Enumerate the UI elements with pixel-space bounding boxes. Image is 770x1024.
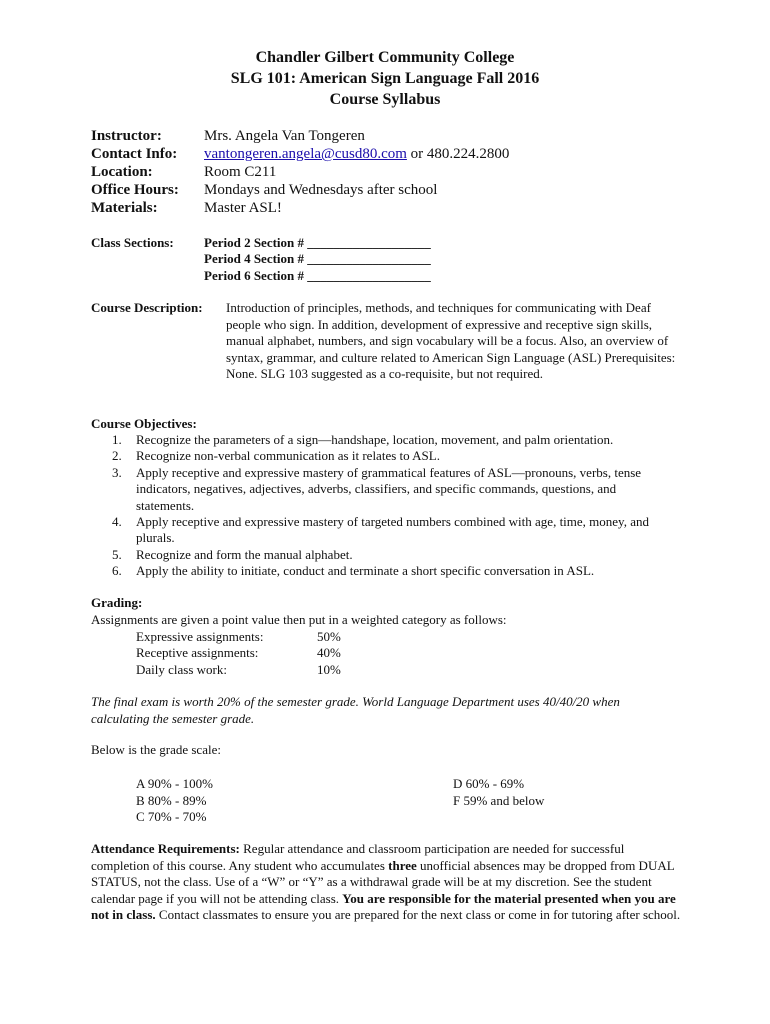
objective-item — [91, 465, 671, 514]
weight-name: Receptive assignments: — [136, 645, 259, 660]
weight-name: Daily class work: — [136, 662, 227, 677]
objective-item — [91, 547, 671, 563]
attendance-text: Contact classmates to ensure you are prepared for the next class or come in for tutoring after school. — [155, 907, 681, 922]
grading-heading: Grading: — [91, 595, 143, 610]
office-hours-value: Mondays and Wednesdays after school — [204, 182, 438, 198]
objective-number: 3. — [112, 464, 122, 480]
attendance-label: Attendance Requirements: — [91, 841, 240, 856]
college-name: Chandler Gilbert Community College — [255, 49, 515, 66]
weight-name: Expressive assignments: — [136, 629, 264, 644]
period-2-section: Period 2 Section # ___________________ — [204, 235, 431, 250]
objective-item — [91, 514, 671, 547]
office-hours-label: Office Hours: — [91, 182, 179, 198]
objective-number: 4. — [112, 514, 122, 530]
attendance-text: Regular attendance and classroom participation are needed for successful completion of this course. Any student who accumulates — [91, 841, 625, 873]
attendance-requirements — [91, 841, 686, 924]
contact-info — [204, 145, 509, 163]
period-4-section: Period 4 Section # ___________________ — [204, 251, 431, 266]
grade-scale-intro: Below is the grade scale: — [91, 742, 221, 757]
grade-scale-f: F 59% and below — [453, 793, 545, 808]
course-description-text: Introduction of principles, methods, and techniques for communicating with Deaf people who sign. In addition, development of expressive and receptive sign skills, manual alphabet, numbers, and sign vocabulary will be a focus. Also, an overview of syntax, grammar, and culture related to American Sign Language (ASL) Prerequisites: None. SLG 103 suggested as a co-requisite, but not required. — [226, 300, 676, 381]
email-link[interactable]: vantongeren.angela@cusd80.com — [204, 146, 407, 162]
materials-label: Materials: — [91, 200, 158, 216]
objective-item — [91, 563, 671, 579]
objective-text: Recognize and form the manual alphabet. — [136, 546, 353, 562]
objective-text: Apply the ability to initiate, conduct and terminate a short specific conversation in ASL. — [136, 563, 595, 579]
weight-row-expressive — [136, 629, 341, 645]
grading-intro: Assignments are given a point value then put in a weighted category as follows: — [91, 612, 507, 627]
objective-number: 2. — [112, 448, 122, 464]
weight-percent: 10% — [317, 662, 341, 677]
objective-text: Apply receptive and expressive mastery of targeted numbers combined with age, time, money, and plurals. — [136, 514, 649, 546]
period-6-section: Period 6 Section # ___________________ — [204, 268, 431, 283]
course-objectives-heading: Course Objectives: — [91, 416, 197, 431]
instructor-name: Mrs. Angela Van Tongeren — [204, 128, 365, 144]
objective-number: 1. — [112, 432, 122, 447]
grade-scale-c: C 70% - 70% — [136, 809, 207, 824]
objective-number: 5. — [112, 546, 122, 562]
absence-limit: three — [388, 857, 417, 873]
instructor-label: Instructor: — [91, 128, 162, 144]
weight-percent: 50% — [317, 629, 341, 644]
grade-scale-a: A 90% - 100% — [136, 776, 213, 791]
course-objectives-list — [91, 432, 671, 580]
location-label: Location: — [91, 164, 153, 180]
course-title: SLG 101: American Sign Language Fall 2016 — [230, 70, 540, 87]
objective-number: 6. — [112, 563, 122, 579]
document-title: Course Syllabus — [329, 91, 441, 108]
location-value: Room C211 — [204, 164, 277, 180]
materials-value: Master ASL! — [204, 200, 282, 216]
grade-scale-b: B 80% - 89% — [136, 793, 207, 808]
attendance-text: unofficial absences may be dropped from DUAL STATUS, not the class. Use of a “W” or “Y” as a withdrawal grade will be at my discretion. See the student calendar page if you will not be attending class. — [91, 857, 675, 906]
phone-number: or 480.224.2800 — [406, 146, 510, 162]
responsibility-statement: You are responsible for the material presented when you are not in class. — [91, 890, 676, 922]
weight-row-receptive — [136, 645, 341, 661]
contact-label: Contact Info: — [91, 146, 178, 162]
final-exam-note: The final exam is worth 20% of the semester grade. World Language Department uses 40/40/20 when calculating the semester grade. — [91, 694, 620, 726]
weight-percent: 40% — [317, 645, 341, 660]
grade-scale-d: D 60% - 69% — [453, 776, 525, 791]
weight-row-daily — [136, 662, 341, 678]
objective-text: Apply receptive and expressive mastery of grammatical features of ASL—pronouns, verbs, tense indicators, negatives, adjectives, adverbs, classifiers, and specific commands, questions, and statements. — [136, 464, 642, 513]
objective-item — [91, 432, 671, 448]
class-sections-label: Class Sections: — [91, 235, 174, 250]
objective-text: Recognize non-verbal communication as it relates to ASL. — [136, 448, 440, 464]
objective-item — [91, 448, 671, 464]
objective-text: Recognize the parameters of a sign—handshape, location, movement, and palm orientation. — [136, 432, 614, 447]
course-description-label: Course Description: — [91, 300, 203, 315]
